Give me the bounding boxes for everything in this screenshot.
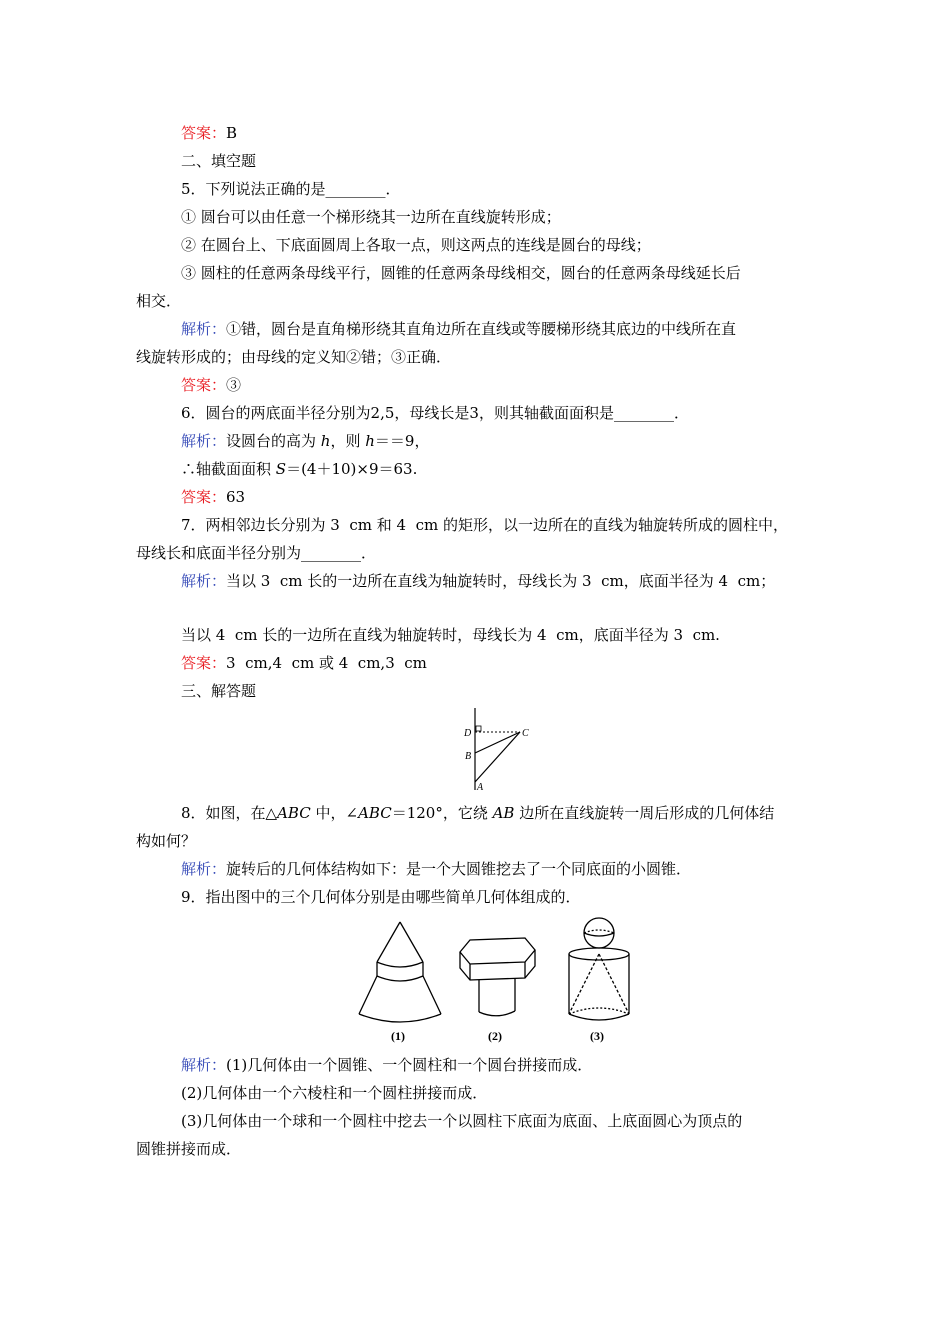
solution-label: 解析：	[181, 1056, 227, 1074]
solution-text: (1)几何体由一个圆锥、一个圆柱和一个圆台拼接而成．	[226, 1056, 593, 1074]
question-8-solution	[181, 858, 691, 880]
section-heading: 二、填空题	[181, 152, 257, 170]
question-9-solution	[181, 1054, 592, 1076]
answer-value: ③	[226, 376, 242, 394]
question-5-solution-cont: 线旋转形成的；由母线的定义知②错；③正确．	[136, 348, 452, 366]
question-7-stem-cont: 母线长和底面半径分别为________．	[136, 544, 377, 562]
figure-label-3: (3)	[590, 1029, 604, 1043]
question-8-stem-cont: 构如何？	[136, 832, 197, 850]
question-9-stem: 9．指出图中的三个几何体分别是由哪些简单几何体组成的．	[181, 888, 581, 906]
label-b: B	[465, 751, 472, 762]
solution-text: ①错，圆台是直角梯形绕其直角边所在直线或等腰梯形绕其底边的中线所在直	[226, 320, 737, 338]
solution-text: 当以 3 cm 长的一边所在直线为轴旋转时，母线长为 3 cm，底面半径为 4 cm；	[226, 572, 776, 590]
solid-2	[460, 938, 535, 1016]
answer-line	[181, 122, 237, 144]
solution-label: 解析：	[181, 320, 227, 338]
solution-text: ∴轴截面面积	[181, 460, 276, 478]
question-9-solution-3: (3)几何体由一个球和一个圆柱中挖去一个以圆柱下底面为底面、上底面圆心为顶点的	[181, 1112, 743, 1130]
answer-label: 答案：	[181, 654, 227, 672]
answer-value: B	[226, 124, 238, 142]
stem-text: 中，∠	[310, 804, 359, 822]
question-9-solution-3-cont: 圆锥拼接而成．	[136, 1140, 242, 1158]
answer-label: 答案：	[181, 376, 227, 394]
triangle-figure	[458, 706, 538, 794]
question-5-option-1: ① 圆台可以由任意一个梯形绕其一边所在直线旋转形成；	[181, 208, 561, 226]
question-5-stem: 5．下列说法正确的是________．	[181, 180, 401, 198]
question-7-answer	[181, 652, 427, 674]
var-ab: AB	[492, 804, 515, 822]
solution-text: ，则	[330, 432, 366, 450]
solids-figure	[355, 916, 635, 1046]
solution-text: 旋转后的几何体结构如下：是一个大圆锥挖去了一个同底面的小圆锥．	[226, 860, 692, 878]
question-7-stem: 7．两相邻边长分别为 3 cm 和 4 cm 的矩形，以一边所在的直线为轴旋转所成的圆柱中，	[181, 516, 789, 534]
question-5-solution	[181, 318, 736, 340]
var-h: h	[365, 432, 375, 450]
question-7-solution	[181, 570, 775, 592]
label-d: D	[464, 728, 472, 739]
section-heading: 三、解答题	[181, 682, 257, 700]
question-6-stem: 6．圆台的两底面半径分别为2,5，母线长是3，则其轴截面面积是________．	[181, 404, 689, 422]
question-9-solution-2: (2)几何体由一个六棱柱和一个圆柱拼接而成．	[181, 1084, 488, 1102]
stem-text: 8．如图，在△	[181, 804, 278, 822]
solid-1	[359, 922, 441, 1022]
question-5-option-3-cont: 相交．	[136, 292, 182, 310]
stem-text: ＝120°，它绕	[391, 804, 493, 822]
question-5-answer	[181, 374, 241, 396]
solution-label: 解析：	[181, 572, 227, 590]
var-abc: ABC	[277, 804, 311, 822]
question-5-option-2: ② 在圆台上、下底面圆周上各取一点，则这两点的连线是圆台的母线；	[181, 236, 651, 254]
solution-text: 设圆台的高为	[226, 432, 321, 450]
question-8-stem	[181, 802, 774, 824]
solution-text: ＝(4＋10)×9＝63.	[286, 460, 418, 478]
var-h: h	[320, 432, 331, 450]
stem-text: 边所在直线旋转一周后形成的几何体结	[514, 804, 775, 822]
question-6-solution	[181, 430, 429, 452]
answer-value: 63	[226, 488, 246, 506]
solution-label: 解析：	[181, 432, 227, 450]
figure-label-1: (1)	[391, 1029, 405, 1043]
question-7-solution-2: 当以 4 cm 长的一边所在直线为轴旋转时，母线长为 4 cm，底面半径为 3 cm.	[181, 626, 720, 644]
figure-label-2: (2)	[488, 1029, 502, 1043]
answer-value: 3 cm,4 cm 或 4 cm,3 cm	[226, 654, 427, 672]
solid-3	[569, 918, 629, 1020]
label-c: C	[522, 728, 529, 739]
answer-label: 答案：	[181, 488, 227, 506]
solution-text: ＝＝9，	[374, 432, 430, 450]
var-s: S	[275, 460, 287, 478]
solution-label: 解析：	[181, 860, 227, 878]
question-6-solution-2	[181, 458, 417, 480]
answer-label: 答案：	[181, 124, 227, 142]
var-abc: ABC	[358, 804, 392, 822]
question-6-answer	[181, 486, 245, 508]
label-a: A	[477, 782, 484, 793]
question-5-option-3: ③ 圆柱的任意两条母线平行，圆锥的任意两条母线相交，圆台的任意两条母线延长后	[181, 264, 741, 282]
